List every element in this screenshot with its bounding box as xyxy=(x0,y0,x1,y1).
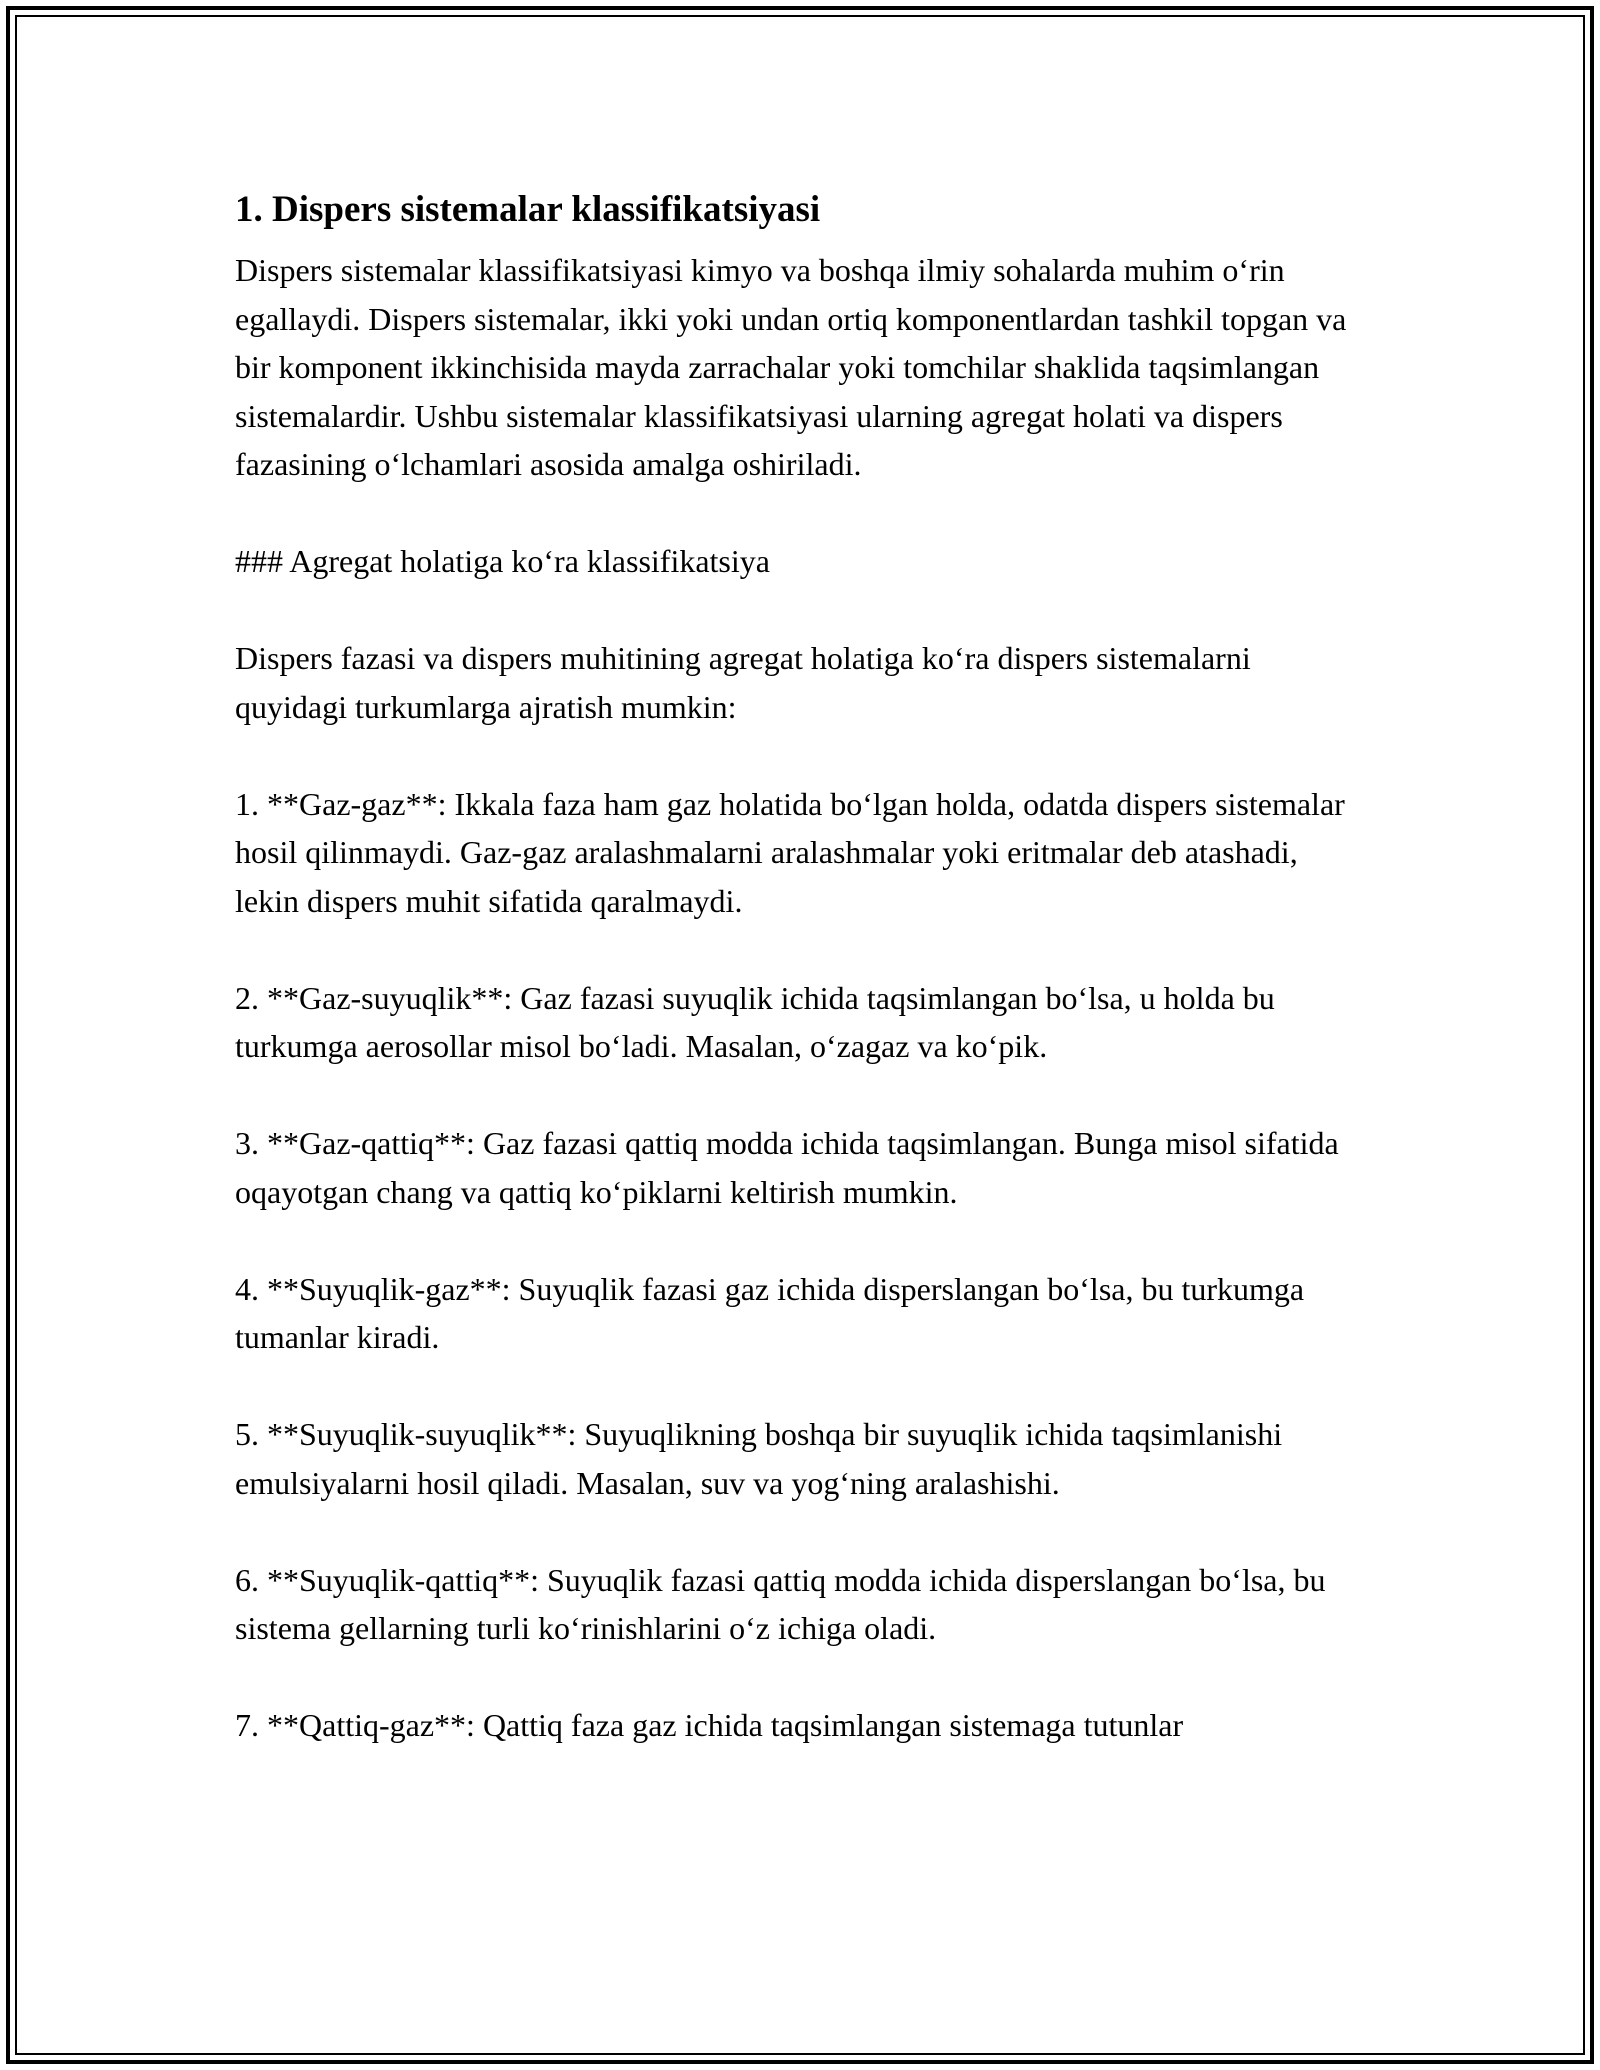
list-item-gaz-suyuqlik: 2. **Gaz-suyuqlik**: Gaz fazasi suyuqlik ichida taqsimlangan bo‘lsa, u holda bu turkumga aerosollar misol bo‘ladi. Masalan, o‘zagaz va ko‘pik. xyxy=(235,979,1275,1064)
list-item-gaz-qattiq: 3. **Gaz-qattiq**: Gaz fazasi qattiq modda ichida taqsimlangan. Bunga misol sifatida oqayotgan chang va qattiq ko‘piklarni keltirish mumkin. xyxy=(235,1125,1339,1210)
document-title: 1. Dispers sistemalar klassifikatsiyasi xyxy=(235,189,821,230)
list-item-suyuqlik-gaz: 4. **Suyuqlik-gaz**: Suyuqlik fazasi gaz ichida disperslangan bo‘lsa, bu turkumga tumanlar kiradi. xyxy=(235,1270,1305,1355)
paragraph-lead: Dispers fazasi va dispers muhitining agregat holatiga ko‘ra dispers sistemalarni quyidagi turkumlarga ajratish mumkin: xyxy=(235,640,1251,725)
paragraph-subheading: ### Agregat holatiga ko‘ra klassifikatsiya xyxy=(235,543,770,579)
list-item-gaz-gaz: 1. **Gaz-gaz**: Ikkala faza ham gaz holatida bo‘lgan holda, odatda dispers sistemalar hosil qilinmaydi. Gaz-gaz aralashmalarni aralashmalar yoki eritmalar deb atashadi, lekin dispers muhit sifatida qaralmaydi. xyxy=(235,785,1345,919)
list-item-suyuqlik-suyuqlik: 5. **Suyuqlik-suyuqlik**: Suyuqlikning boshqa bir suyuqlik ichida taqsimlanishi emulsiyalarni hosil qiladi. Masalan, suv va yog‘ning aralashishi. xyxy=(235,1416,1283,1501)
paragraph-intro: Dispers sistemalar klassifikatsiyasi kimyo va boshqa ilmiy sohalarda muhim o‘rin egallaydi. Dispers sistemalar, ikki yoki undan ortiq komponentlardan tashkil topgan va bir komponent ikkinchisida mayda zarrachalar yoki tomchilar shaklida taqsimlangan sistemalardir. Ushbu sistemalar klassifikatsiyasi ularning agregat holati va dispers fazasining o‘lchamlari asosida amalga oshiriladi. xyxy=(235,252,1347,482)
document-body xyxy=(235,186,1365,1750)
list-item-qattiq-gaz: 7. **Qattiq-gaz**: Qattiq faza gaz ichida taqsimlangan sistemaga tutunlar xyxy=(235,1707,1184,1743)
list-item-suyuqlik-qattiq: 6. **Suyuqlik-qattiq**: Suyuqlik fazasi qattiq modda ichida disperslangan bo‘lsa, bu sistema gellarning turli ko‘rinishlarini o‘z ichiga oladi. xyxy=(235,1561,1326,1646)
